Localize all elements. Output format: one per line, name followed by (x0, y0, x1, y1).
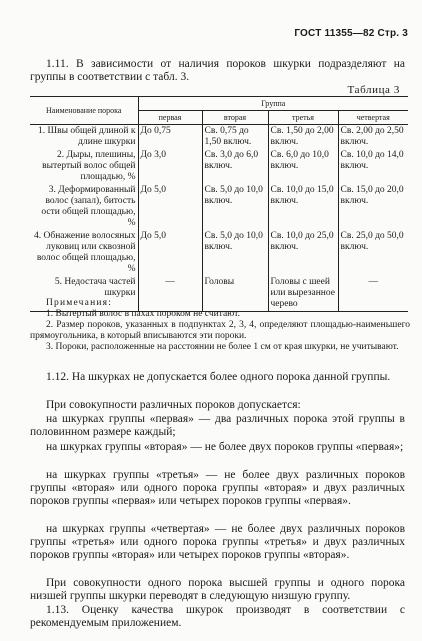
group-1-value: До 5,0 (138, 230, 202, 276)
note-item: 1. Вытертый волос в пахах пороком не считают. (46, 309, 240, 319)
paragraph-1-13: 1.13. Оценку качества шкурок производят в соответствии с рекомендуемым приложением. (30, 604, 405, 629)
defects-table (30, 96, 408, 312)
table-caption: Таблица 3 (347, 84, 400, 96)
defect-name: 2. Дыры, плешины, вытертый волос общей площадью, % (42, 150, 136, 182)
header-group: Группа (138, 97, 408, 111)
group-1-value: До 3,0 (138, 149, 202, 184)
paragraph-transfer: При совокупности одного порока высшей группы и одного порока низшей группы шкурки переводят в следующую низшую группу. (30, 577, 405, 602)
paragraph-group-second: на шкурках группы «вторая» — не более двух пороков группы «первая»; (46, 441, 404, 453)
header-defect-name: Наименование порока (30, 97, 138, 125)
group-3-value: Св. 10,0 до 15,0 включ. (268, 184, 338, 230)
header-group-4: четвертая (338, 111, 408, 125)
note-item: 2. Размер пороков, указанных в подпунктах 2, 3, 4, определяют площадью-наименьшего прямоугольника, в который вписываются эти пороки. (30, 320, 410, 341)
group-2-value: Св. 3,0 до 6,0 включ. (202, 149, 268, 184)
group-2-value: Головы (202, 276, 268, 312)
group-3-value: Головы с шеей или вырезанное черево (268, 276, 338, 312)
defect-name: 4. Обнажение волосяных луковиц или сквозной волос общей площадью, % (34, 231, 136, 274)
group-2-value: Св. 5,0 до 10,0 включ. (202, 184, 268, 230)
paragraph-1-12: 1.12. На шкурках не допускается более одного порока данной группы. (46, 371, 391, 383)
paragraph-1-11: 1.11. В зависимости от наличия пороков шкурки подразделяют на группы в соответствии с табл. 3. (30, 58, 405, 83)
notes-block (30, 298, 410, 353)
group-1-value: — (138, 276, 202, 312)
header-group-3: третья (268, 111, 338, 125)
group-2-value: Св. 0,75 до 1,50 включ. (202, 125, 268, 150)
paragraph-group-fourth: на шкурках группы «четвертая» — не более двух различных пороков группы «третья» или одного порока группы «третья» и двух различных пороков группы «вторая» или четырех пороков группы «вторая». (30, 523, 405, 561)
group-3-value: Св. 1,50 до 2,00 включ. (268, 125, 338, 150)
group-4-value: — (338, 276, 408, 312)
header-group-1: первая (138, 111, 202, 125)
defect-name: 5. Недостача частей шкурки (54, 277, 136, 298)
group-4-value: Св. 10,0 до 14,0 включ. (338, 149, 408, 184)
group-3-value: Св. 6,0 до 10,0 включ. (268, 149, 338, 184)
group-4-value: Св. 2,00 до 2,50 включ. (338, 125, 408, 150)
page-header: ГОСТ 11355—82 Стр. 3 (294, 28, 408, 39)
group-1-value: До 0,75 (138, 125, 202, 150)
notes-title: Примечания: (46, 298, 113, 308)
defect-name: 3. Деформированный волос (запал), битость ости общей площадью, % (41, 185, 136, 228)
table-row (30, 125, 408, 150)
group-4-value: Св. 15,0 до 20,0 включ. (338, 184, 408, 230)
table-row (30, 149, 408, 184)
group-1-value: До 5,0 (138, 184, 202, 230)
table-row (30, 230, 408, 276)
header-group-2: вторая (202, 111, 268, 125)
paragraph-group-first: на шкурках группы «первая» — два различных порока этой группы в половинном размере каждый; (30, 413, 405, 438)
group-4-value: Св. 25,0 до 50,0 включ. (338, 230, 408, 276)
paragraph-combination: При совокупности различных пороков допускается: (46, 399, 301, 411)
table-row (30, 184, 408, 230)
defect-name: 1. Швы общей длиной к длине шкурки (38, 126, 136, 147)
group-3-value: Св. 10,0 до 25,0 включ. (268, 230, 338, 276)
group-2-value: Св. 5,0 до 10,0 включ. (202, 230, 268, 276)
paragraph-group-third: на шкурках группы «третья» — не более двух различных пороков группы «вторая» или одного порока группы «вторая» и двух различных пороков группы «первая» или четырех пороков группы «первая». (30, 469, 405, 507)
note-item: 3. Пороки, расположенные на расстоянии не более 1 см от края шкурки, не учитывают. (46, 342, 399, 352)
